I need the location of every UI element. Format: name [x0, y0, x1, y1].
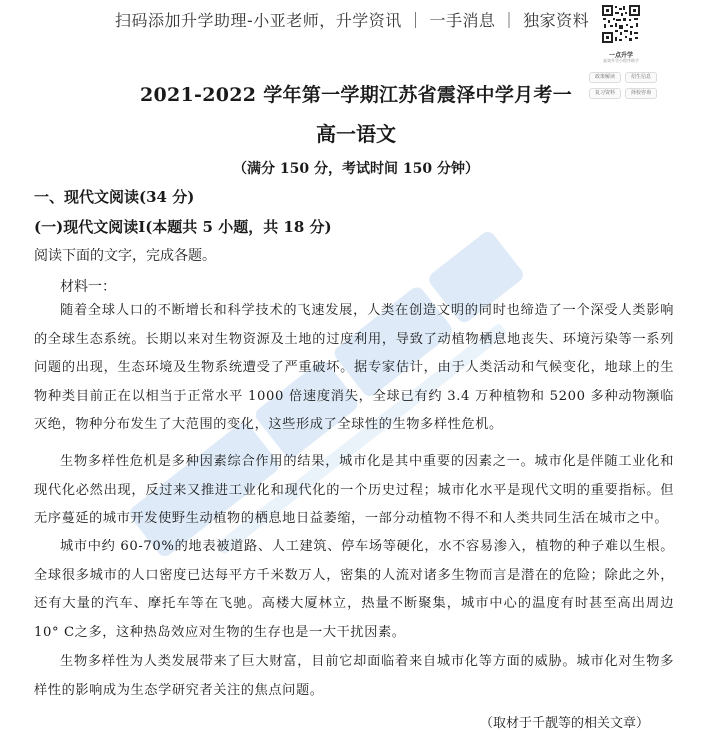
material-label: 材料一：: [60, 279, 116, 295]
qr-tag-admission[interactable]: 招生信息: [625, 72, 657, 83]
subsection-heading: (一)现代文阅读Ⅰ(本题共 5 小题，共 18 分): [34, 218, 332, 236]
section-heading: 一、现代文阅读(34 分): [34, 188, 195, 206]
exam-note: （满分 150 分，考试时间 150 分钟）: [233, 161, 479, 177]
paragraph-3: 城市中约 60-70%的地表被道路、人工建筑、停车场等硬化，水不容易渗入，植物的种子难以生根。全球很多城市的人口密度已达每平方千米数万人，密集的人流对诸多生物而言是潜在的危险；除此之外，还有大量的汽车、摩托车等在飞驰。高楼大厦林立，热量不断聚集，城市中心的温度有时甚至高出周边 10° C之多，这种热岛效应对生物的生存也是一大干扰因素。: [34, 539, 674, 640]
banner-text: 扫码添加升学助理-小亚老师，升学资讯 ｜ 一手消息 ｜ 独家资料: [115, 11, 590, 30]
qr-title: 一点升学: [608, 52, 633, 59]
paragraph-1: 随着全球人口的不断增长和科学技术的飞速发展，人类在创造文明的同时也缔造了一个深受人类影响的全球生态系统。长期以来对生物资源及土地的过度利用，导致了动植物栖息地丧失、环境污染等一系列问题的出现，生态环境及生物系统遭受了严重破坏。据专家估计，由于人类活动和气候变化，地球上的生物种类目前正在以相当于正常水平 1000 倍速度消失，全球已有约 3.4 万种植物和 5200 多种动物濒临灭绝，物种分布发生了大范围的变化，这些形成了全球性的生物多样性危机。: [34, 303, 674, 432]
qr-tag-review[interactable]: 复习资料: [589, 88, 621, 99]
exam-subject: 高一语文: [316, 122, 396, 146]
header-banner: [0, 0, 600, 40]
qr-tag-school-choice[interactable]: 择校咨询: [625, 88, 657, 99]
qr-subtitle: 高效升学小程序助手: [603, 58, 639, 63]
qr-tag-policy[interactable]: 政策解读: [589, 72, 621, 83]
source-citation: （取材于千靓等的相关文章）: [480, 716, 650, 731]
paragraph-4: 生物多样性为人类发展带来了巨大财富，目前它却面临着来自城市化等方面的威胁。城市化对生物多样性的影响成为生态学研究者关注的焦点问题。: [34, 654, 674, 698]
qr-code-icon: [601, 4, 641, 44]
exam-title: 2021-2022 学年第一学期江苏省震泽中学月考一: [139, 84, 573, 106]
reading-instruction: 阅读下面的文字，完成各题。: [34, 248, 216, 264]
paragraph-2: 生物多样性危机是多种因素综合作用的结果，城市化是其中重要的因素之一。城市化是伴随工业化和现代化必然出现，反过来又推进工业化和现代化的一个历史过程；城市化水平是现代文明的重要指标。但无序蔓延的城市开发使野生动植物的栖息地日益萎缩，一部分动植物不得不和人类共同生活在城市之中。: [34, 454, 674, 526]
